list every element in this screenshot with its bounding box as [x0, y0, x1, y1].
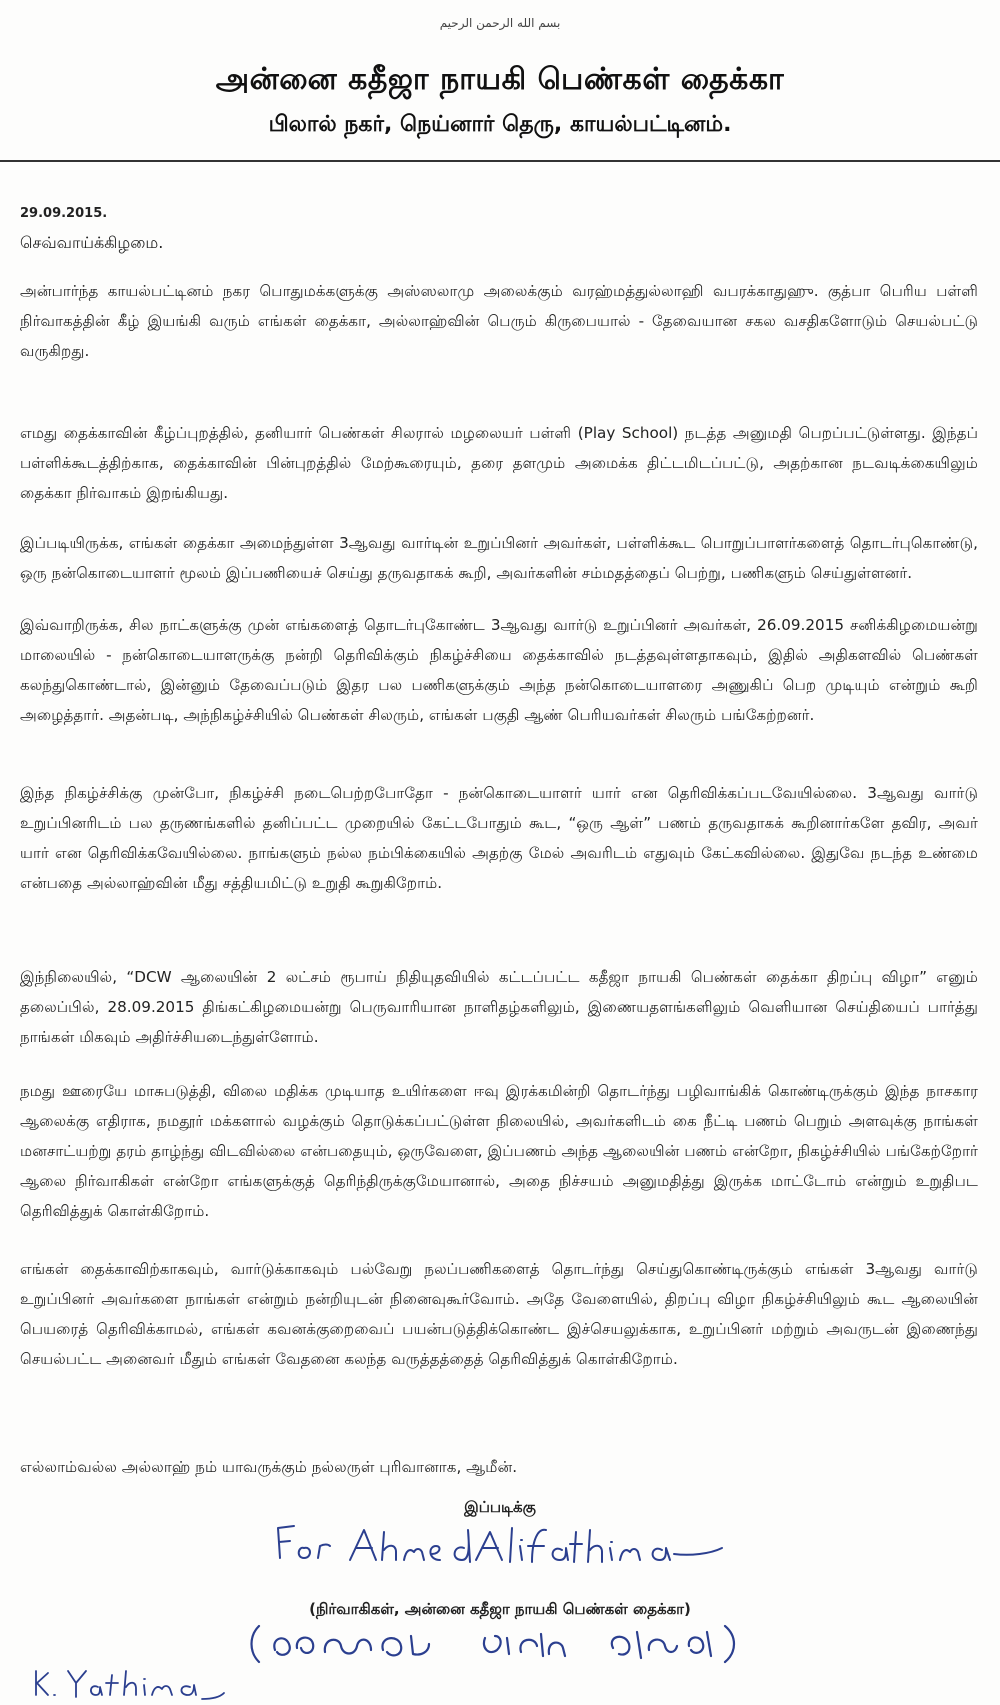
bismillah-line: بسم الله الرحمن الرحيم: [439, 16, 561, 30]
paragraph-prayer: எல்லாம்வல்ல அல்லாஹ் நம் யாவருக்கும் நல்லருள் புரிவானாக, ஆமீன்.: [20, 1458, 518, 1476]
paragraph-news-shock: இந்நிலையில், “DCW ஆலையின் 2 லட்சம் ரூபாய் நிதியுதவியில் கட்டப்பட்ட கதீஜா நாயகி பெண்கள் தைக்கா திறப்பு விழா” எனும் தலைப்பில், 28.09.2015 திங்கட்கிழமையன்று பெருவாரியான நாளிதழ்களிலும், இணையதளங்களிலும் வெளியான செய்தியைப் பார்த்து நாங்கள் மிகவும் அதிர்ச்சியடைந்துள்ளோம்.: [20, 968, 978, 1046]
paragraph-play-school: எமது தைக்காவின் கீழ்ப்புறத்தில், தனியார் பெண்கள் சிலரால் மழலையர் பள்ளி (Play School) நடத்த அனுமதி பெறப்பட்டுள்ளது. இந்தப் பள்ளிக்கூடத்திற்காக, தைக்காவின் பின்புறத்தில் மேற்கூரையும், தரை தளமும் அமைக்க திட்டமிடப்பட்டு, அதற்கான நடவடிக்கையிலும் தைக்கா நிர்வாகம் இறங்கியது.: [20, 424, 978, 502]
paragraph-donor-unknown: இந்த நிகழ்ச்சிக்கு முன்போ, நிகழ்ச்சி நடைபெற்றபோதோ - நன்கொடையாளர் யார் என தெரிவிக்கப்படவேயில்லை. 3ஆவது வார்டு உறுப்பினரிடம் பல தருணங்களில் தனிப்பட்ட முறையில் கேட்டபோதும் கூட, “ஒரு ஆள்” பணம் தருவதாகக் கூறினார்களே தவிர, அவர் யார் என தெரிவிக்கவேயில்லை. நாங்களும் நல்ல நம்பிக்கையில் அதற்கு மேல் அவரிடம் எதுவும் கேட்கவில்லை. இதுவே நடந்த உண்மை என்பதை அல்லாஹ்வின் மீது சத்தியமிட்டு உறுதி கூறுகிறோம்.: [20, 784, 978, 892]
letter-day: செவ்வாய்க்கிழமை.: [20, 233, 164, 252]
paragraph-greeting: அன்பார்ந்த காயல்பட்டினம் நகர பொதுமக்களுக்கு அஸ்ஸலாமு அலைக்கும் வரஹ்மத்துல்லாஹி வபரக்காதுஹு. குத்பா பெரிய பள்ளி நிர்வாகத்தின் கீழ் இயங்கி வரும் எங்கள் தைக்கா, அல்லாஹ்வின் பெரும் கிருபையால் - தேவையான சகல வசதிகளோடும் செயல்பட்டு வருகிறது.: [20, 282, 978, 360]
paragraph-ward-member: இப்படியிருக்க, எங்கள் தைக்கா அமைந்துள்ள 3ஆவது வார்டின் உறுப்பினர் அவர்கள், பள்ளிக்கூட பொறுப்பாளர்களைத் தொடர்புகொண்டு, ஒரு நன்கொடையாளர் மூலம் இப்பணியைச் செய்து தருவதாகக் கூறி, அவர்களின் சம்மதத்தைப் பெற்று, பணிகளும் செய்துள்ளனர்.: [20, 534, 978, 582]
handwritten-designation: [245, 1618, 765, 1668]
handwritten-initials: [28, 1665, 228, 1703]
paragraph-event-invitation: இவ்வாறிருக்க, சில நாட்களுக்கு முன் எங்களைத் தொடர்புகோண்ட 3ஆவது வார்டு உறுப்பினர் அவர்கள், 26.09.2015 சனிக்கிழமையன்று மாலையில் - நன்கொடையாளருக்கு நன்றி தெரிவிக்கும் நிகழ்ச்சியை தைக்காவில் நடத்தவுள்ளதாகவும், இதில் அதிகளவில் பெண்கள் கலந்துகொண்டால், இன்னும் தேவைப்படும் இதர பல பணிகளுக்கும் அந்த நன்கொடையாளரை அணுகிப் பெற முடியும் என்றும் கூறி அழைத்தார். அதன்படி, அந்நிகழ்ச்சியில் பெண்கள் சிலரும், எங்கள் பகுதி ஆண் பெரியவர்கள் சிலரும் பங்கேற்றனர்.: [20, 616, 978, 724]
closing-phrase: இப்படிக்கு: [464, 1498, 536, 1516]
handwritten-signature: [270, 1510, 730, 1590]
institution-address: பிலால் நகர், நெய்னார் தெரு, காயல்பட்டினம்.: [268, 112, 732, 137]
letter-date: 29.09.2015.: [20, 206, 108, 221]
header-divider: [0, 160, 1000, 162]
signatory-line: (நிர்வாகிகள், அன்னை கதீஜா நாயகி பெண்கள் தைக்கா): [309, 1600, 691, 1618]
paragraph-factory-stance: நமது ஊரையே மாசுபடுத்தி, விலை மதிக்க முடியாத உயிர்களை ஈவு இரக்கமின்றி தொடர்ந்து பழிவாங்கிக் கொண்டிருக்கும் இந்த நாசகார ஆலைக்கு எதிராக, நமதூர் மக்களால் வழக்கும் தொடுக்கப்பட்டுள்ள நிலையில், அவர்களிடம் கை நீட்டி பணம் பெறும் அளவுக்கு நாங்கள் மனசாட்யற்று தரம் தாழ்ந்து விடவில்லை என்பதையும், ஒருவேளை, இப்பணம் அந்த ஆலையின் பணம் என்றோ, நிகழ்ச்சியில் பங்கேற்றோர் ஆலை நிர்வாகிகள் என்றோ எங்களுக்குத் தெரிந்திருக்குமேயானால், அதை நிச்சயம் அனுமதித்து இருக்க மாட்டோம் என்றும் உறுதிபட தெரிவித்துக் கொள்கிறோம்.: [20, 1082, 978, 1220]
paragraph-gratitude-regret: எங்கள் தைக்காவிற்காகவும், வார்டுக்காகவும் பல்வேறு நலப்பணிகளைத் தொடர்ந்து செய்துகொண்டிருக்கும் எங்கள் 3ஆவது வார்டு உறுப்பினர் அவர்களை நாங்கள் என்றும் நன்றியுடன் நினைவுகூர்வோம். அதே வேளையில், திறப்பு விழா நிகழ்ச்சியிலும் கூட ஆலையின் பெயரைத் தெரிவிக்காமல், எங்கள் கவனக்குறைவைப் பயன்படுத்திக்கொண்ட இச்செயலுக்காக, உறுப்பினர் மற்றும் அவருடன் இணைந்து செயல்பட்ட அனைவர் மீதும் எங்கள் வேதனை கலந்த வருத்தத்தைத் தெரிவித்துக் கொள்கிறோம்.: [20, 1260, 978, 1368]
institution-title: அன்னை கதீஜா நாயகி பெண்கள் தைக்கா: [215, 62, 785, 97]
